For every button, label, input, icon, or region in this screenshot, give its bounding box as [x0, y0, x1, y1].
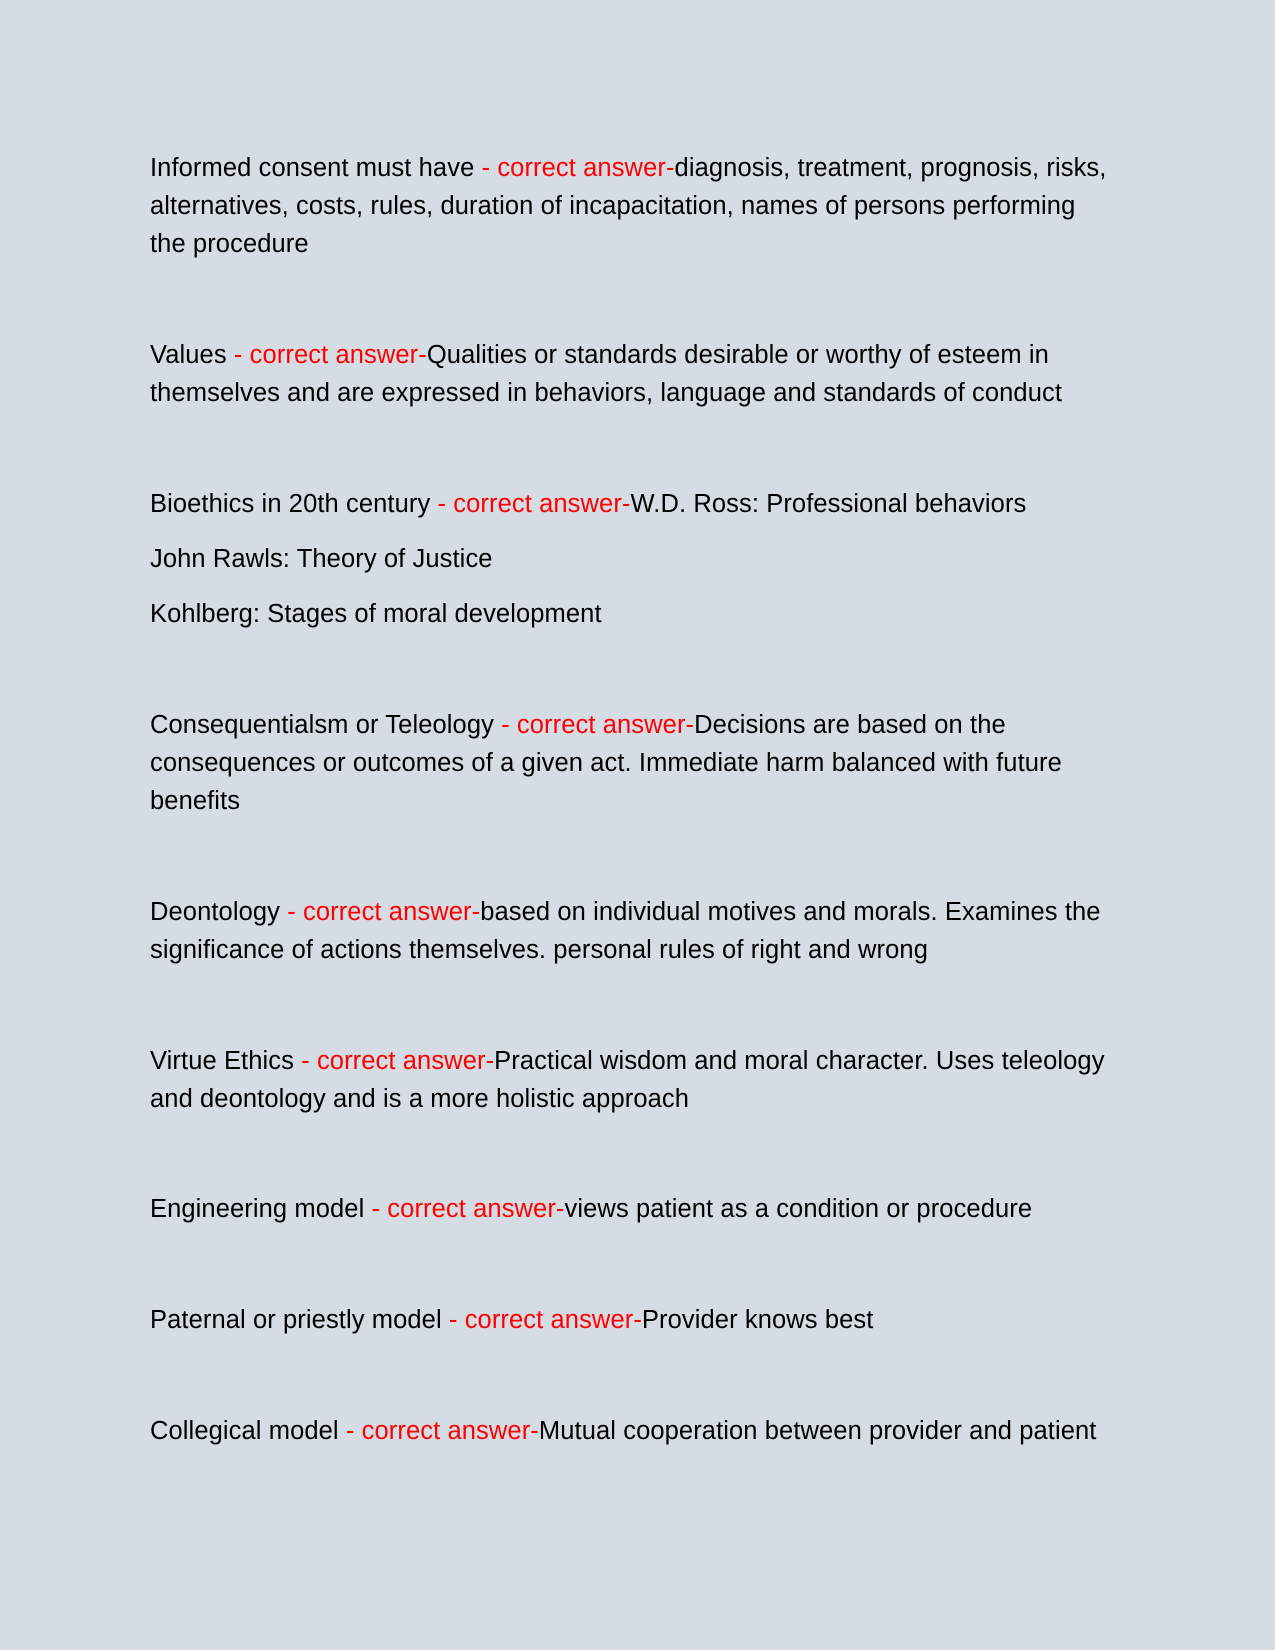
flashcard-entry: [150, 485, 1110, 633]
entry-term: Deontology: [150, 898, 288, 926]
flashcard-entry: [150, 149, 1110, 263]
correct-answer-marker: - correct answer-: [301, 1047, 495, 1075]
document-page: [150, 0, 1110, 1650]
entry-term: Informed consent must have: [150, 154, 482, 182]
entry-term: Values: [150, 341, 234, 369]
entry-answer: based on individual motives and morals. Examines the significance of actions themselves. personal rules of right and wrong: [150, 898, 1101, 964]
entry-answer: diagnosis, treatment, prognosis, risks, alternatives, costs, rules, duration of incapacitation, names of persons performing the procedure: [150, 154, 1107, 258]
flashcard-entry: [150, 706, 1110, 820]
entry-text: [150, 893, 1110, 969]
entry-text: [150, 706, 1110, 820]
entry-answer: Decisions are based on the consequences or outcomes of a given act. Immediate harm balanced with future benefits: [150, 711, 1062, 815]
entry-text: [150, 1042, 1110, 1118]
entry-term: Paternal or priestly model: [150, 1306, 449, 1334]
correct-answer-marker: - correct answer-: [501, 711, 695, 739]
entry-term: Virtue Ethics: [150, 1047, 302, 1075]
flashcard-entry: [150, 893, 1110, 969]
entry-term: Bioethics in 20th century: [150, 490, 438, 518]
entry-text: [150, 1190, 1110, 1228]
entry-term: Engineering model: [150, 1195, 372, 1223]
correct-answer-marker: - correct answer-: [371, 1195, 565, 1223]
correct-answer-marker: - correct answer-: [287, 898, 481, 926]
entry-text: [150, 1412, 1110, 1450]
entry-answer: Mutual cooperation between provider and patient: [538, 1417, 1097, 1445]
entry-text: [150, 336, 1110, 412]
correct-answer-marker: - correct answer-: [437, 490, 631, 518]
entry-term: Consequentialsm or Teleology: [150, 711, 502, 739]
entry-text: [150, 1301, 1110, 1339]
entry-term: Collegical model: [150, 1417, 346, 1445]
flashcard-entry: [150, 1190, 1110, 1228]
entry-answer: Practical wisdom and moral character. Uses teleology and deontology and is a more holistic approach: [150, 1047, 1105, 1113]
entry-text: [150, 149, 1110, 263]
entry-answer: views patient as a condition or procedure: [564, 1195, 1033, 1223]
flashcard-entry: [150, 1412, 1110, 1450]
flashcard-entry: [150, 1042, 1110, 1118]
entry-answer: W.D. Ross: Professional behaviors: [630, 490, 1027, 518]
correct-answer-marker: - correct answer-: [481, 154, 675, 182]
correct-answer-marker: - correct answer-: [233, 341, 427, 369]
entry-answer: Provider knows best: [641, 1306, 874, 1334]
correct-answer-marker: - correct answer-: [345, 1417, 539, 1445]
entry-text: [150, 485, 1110, 523]
entry-extra-line: Kohlberg: Stages of moral development: [150, 600, 602, 628]
entry-answer: Qualities or standards desirable or worthy of esteem in themselves and are expressed in behaviors, language and standards of conduct: [150, 341, 1063, 407]
correct-answer-marker: - correct answer-: [448, 1306, 642, 1334]
flashcard-entry: [150, 336, 1110, 412]
flashcard-entry: [150, 1301, 1110, 1339]
entry-extra-line: John Rawls: Theory of Justice: [150, 545, 493, 573]
